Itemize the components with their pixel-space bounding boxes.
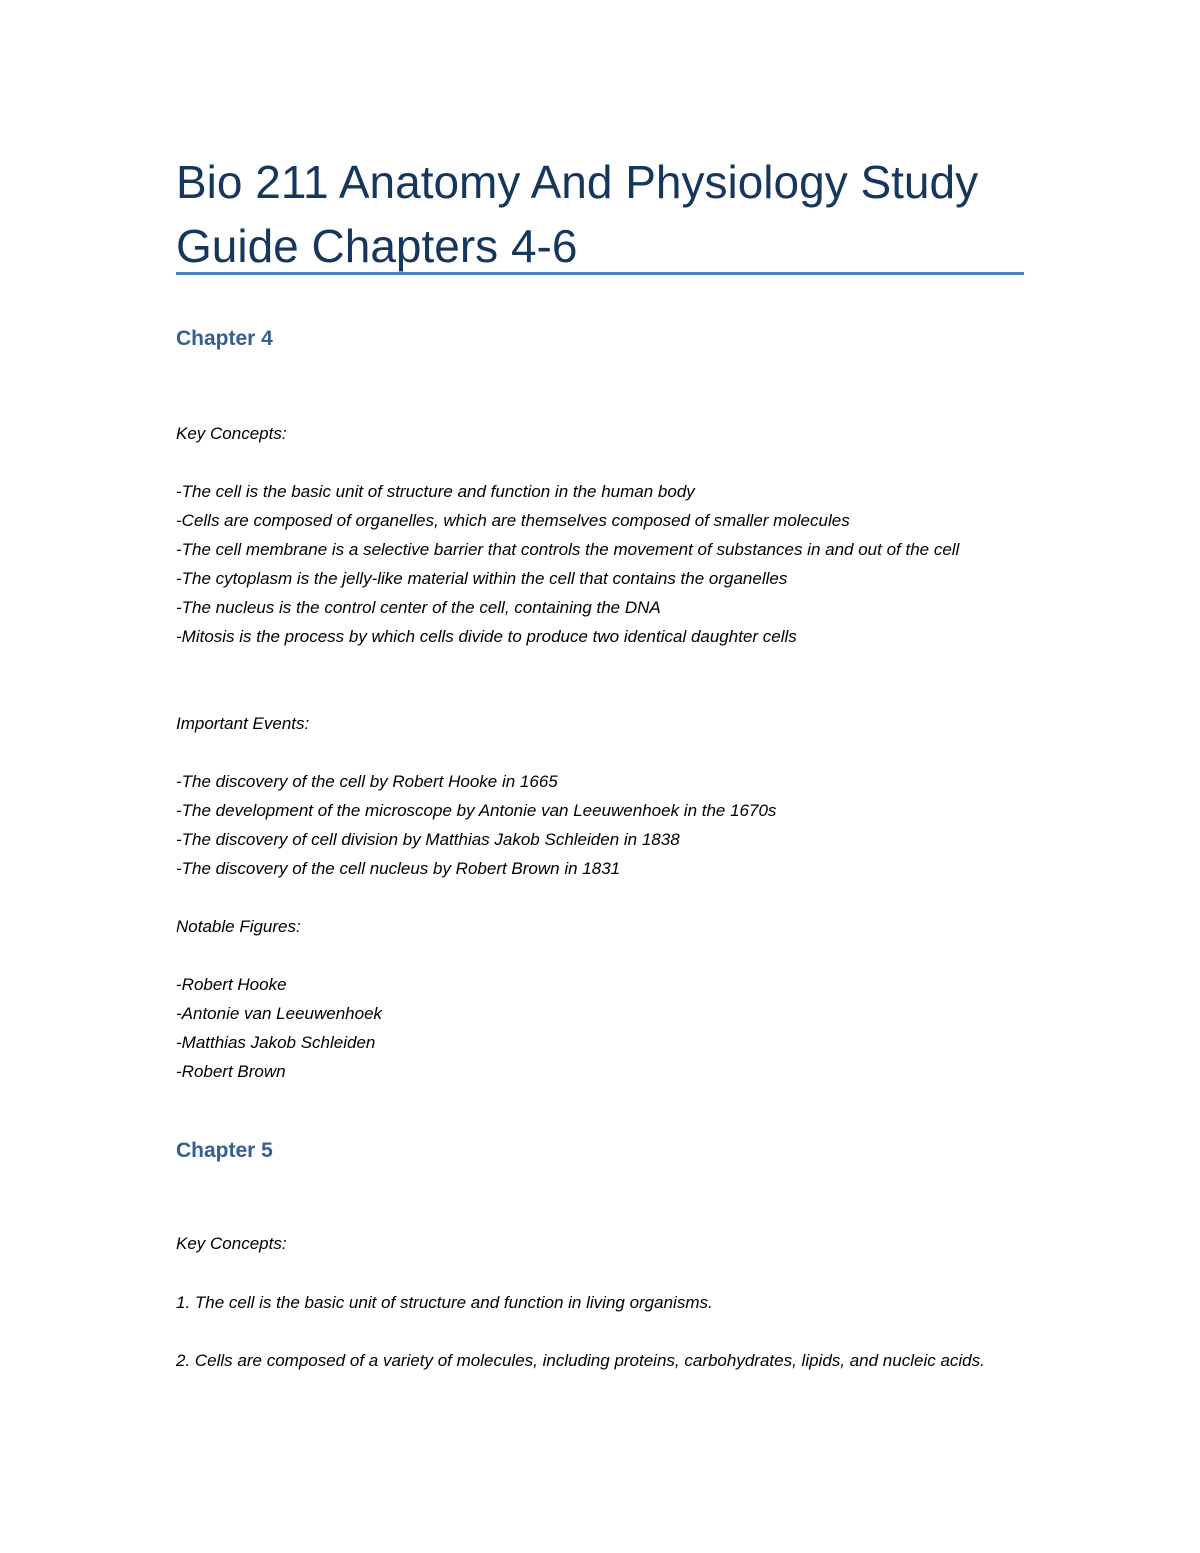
list-item: -The cytoplasm is the jelly-like material within the cell that contains the organelles <box>176 569 788 588</box>
list-item: -Matthias Jakob Schleiden <box>176 1033 376 1052</box>
list-item: -Mitosis is the process by which cells divide to produce two identical daughter cells <box>176 627 797 646</box>
list-item: -Cells are composed of organelles, which are themselves composed of smaller molecules <box>176 511 850 530</box>
chapter-4-key-concepts-label: Key Concepts: <box>176 424 287 443</box>
chapter-4-figures-label: Notable Figures: <box>176 917 301 936</box>
list-item: -The development of the microscope by Antonie van Leeuwenhoek in the 1670s <box>176 801 777 820</box>
chapter-4-events-label: Important Events: <box>176 714 310 733</box>
chapter-5-point-1: 1. The cell is the basic unit of structure and function in living organisms. <box>176 1293 713 1312</box>
document-title: Bio 211 Anatomy And Physiology Study Guide Chapters 4-6 <box>176 156 979 272</box>
chapter-5-key-concepts-label: Key Concepts: <box>176 1234 287 1253</box>
chapter-5-heading: Chapter 5 <box>176 1139 273 1162</box>
chapter-4-key-concepts-list <box>176 477 1024 651</box>
list-item: -Robert Brown <box>176 1062 286 1081</box>
chapter-4-figures-list <box>176 970 1024 1086</box>
list-item: -The discovery of the cell by Robert Hooke in 1665 <box>176 772 558 791</box>
list-item: -The nucleus is the control center of the cell, containing the DNA <box>176 598 661 617</box>
list-item: -The cell membrane is a selective barrier that controls the movement of substances in and out of the cell <box>176 540 960 559</box>
title-underline <box>176 272 1024 275</box>
chapter-4-heading: Chapter 4 <box>176 327 273 350</box>
list-item: -The discovery of cell division by Matthias Jakob Schleiden in 1838 <box>176 830 680 849</box>
list-item: -The discovery of the cell nucleus by Robert Brown in 1831 <box>176 859 621 878</box>
chapter-4-events-list <box>176 767 1024 883</box>
list-item: -Antonie van Leeuwenhoek <box>176 1004 383 1023</box>
list-item: -Robert Hooke <box>176 975 287 994</box>
chapter-5-point-2: 2. Cells are composed of a variety of molecules, including proteins, carbohydrates, lipids, and nucleic acids. <box>176 1351 985 1370</box>
list-item: -The cell is the basic unit of structure and function in the human body <box>176 482 695 501</box>
